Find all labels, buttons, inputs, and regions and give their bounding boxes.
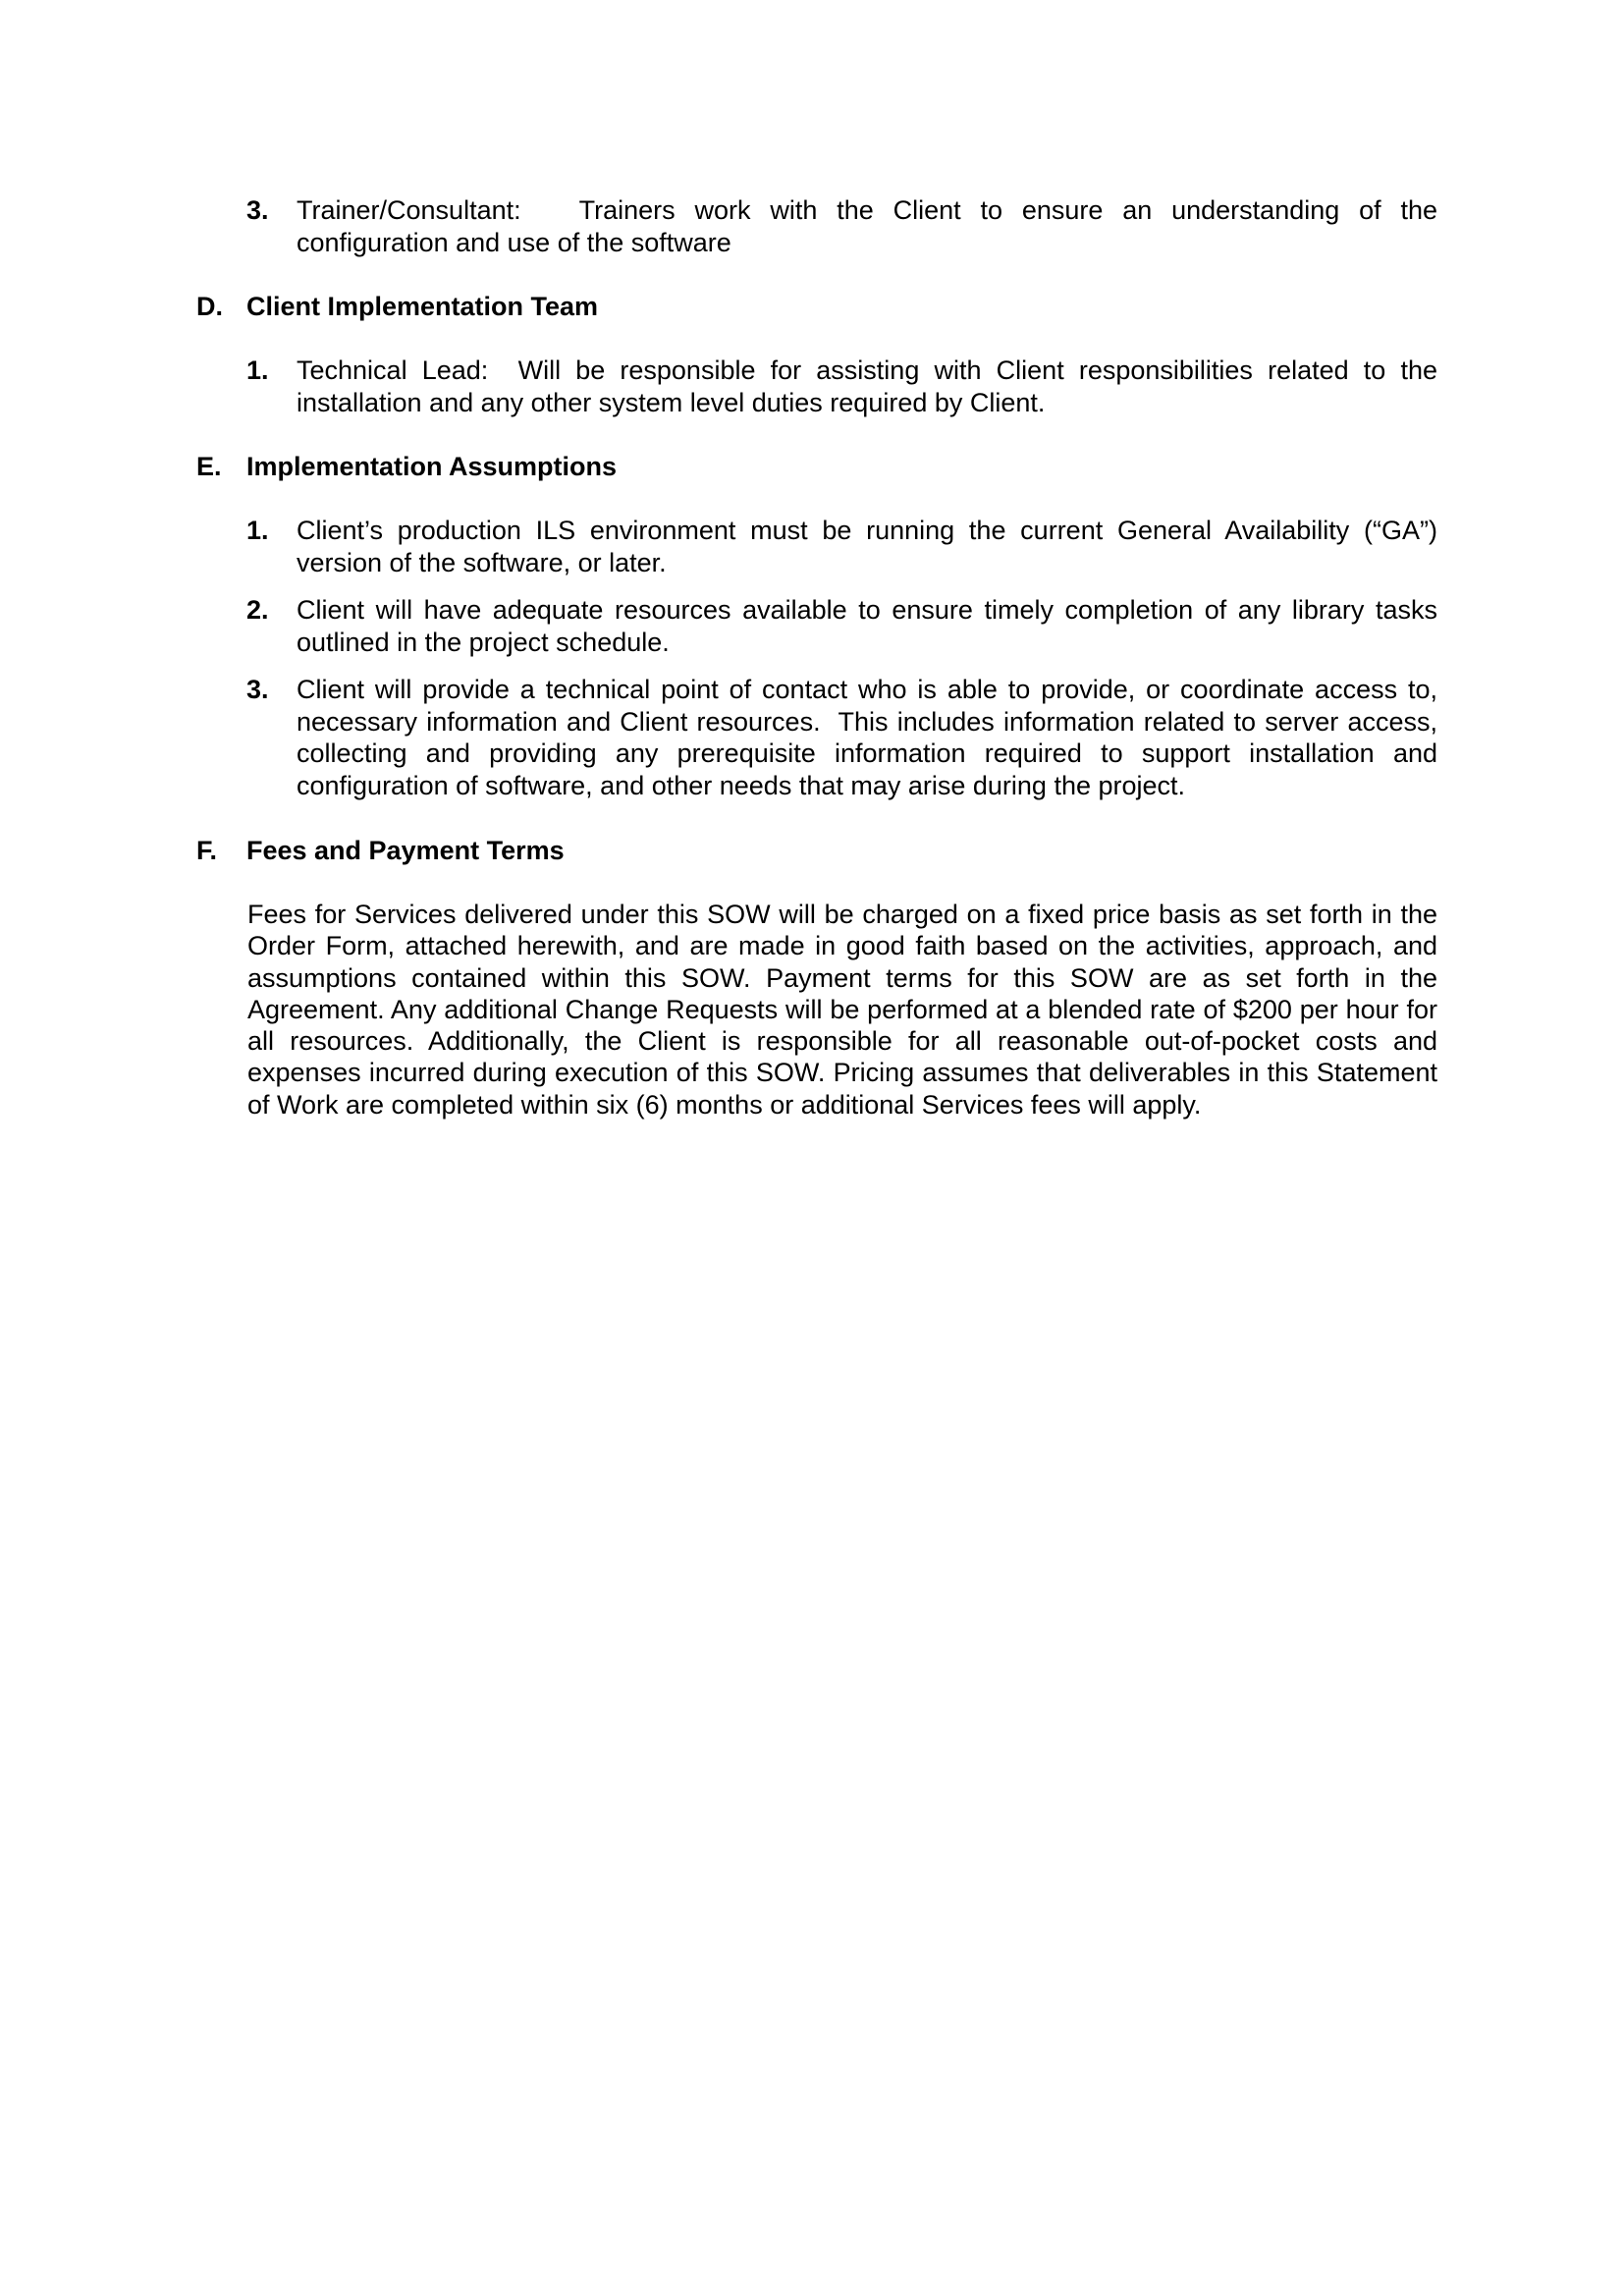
list-item-technical-lead — [246, 355, 1437, 418]
list-item-assumption-1 — [246, 515, 1437, 578]
section-heading-client-implementation-team — [196, 291, 598, 323]
list-item-text: Technical Lead: Will be responsible for assisting with Client responsibilities related to the installation and any other system level duties required by Client. — [297, 355, 1437, 417]
list-item-text: Client will have adequate resources available to ensure timely completion of any library tasks outlined in the project schedule. — [297, 595, 1437, 657]
section-letter: D. — [196, 292, 223, 321]
section-heading-implementation-assumptions — [196, 451, 617, 483]
list-item-number: 3. — [246, 195, 269, 225]
list-item-assumption-3 — [246, 674, 1437, 801]
list-item-trainer-consultant — [246, 194, 1437, 258]
list-item-text: Client will provide a technical point of contact who is able to provide, or coordinate access to, necessary information and Client resources. This includes information related to server access, collecting and providing any prerequisite information required to support installation and configuration of software, and other needs that may arise during the project. — [297, 675, 1437, 800]
section-title: Fees and Payment Terms — [246, 836, 565, 865]
list-item-assumption-2 — [246, 594, 1437, 658]
list-item-number: 2. — [246, 595, 269, 625]
list-item-text: Client’s production ILS environment must be running the current General Availability (“GA”) version of the software, or later. — [297, 516, 1437, 577]
section-heading-fees-and-payment-terms — [196, 835, 565, 867]
fees-paragraph: Fees for Services delivered under this SOW will be charged on a fixed price basis as set forth in the Order Form, attached herewith, and are made in good faith based on the activities, approach, and assumptions contained within this SOW. Payment terms for this SOW are as set forth in the Agreement. Any additional Change Requests will be performed at a blended rate of $200 per hour for all resources. Additionally, the Client is responsible for all reasonable out-of-pocket costs and expenses incurred during execution of this SOW. Pricing assumes that deliverables in this Statement of Work are completed within six (6) months or additional Services fees will apply. — [247, 900, 1437, 1120]
section-letter: E. — [196, 452, 222, 481]
list-item-number: 1. — [246, 516, 269, 545]
section-title: Implementation Assumptions — [246, 452, 618, 481]
section-title: Client Implementation Team — [246, 292, 599, 321]
section-letter: F. — [196, 836, 218, 865]
list-item-number: 1. — [246, 355, 269, 385]
list-item-number: 3. — [246, 675, 269, 704]
list-item-text: Trainer/Consultant: Trainers work with the Client to ensure an understanding of the configuration and use of the software — [297, 195, 1437, 257]
